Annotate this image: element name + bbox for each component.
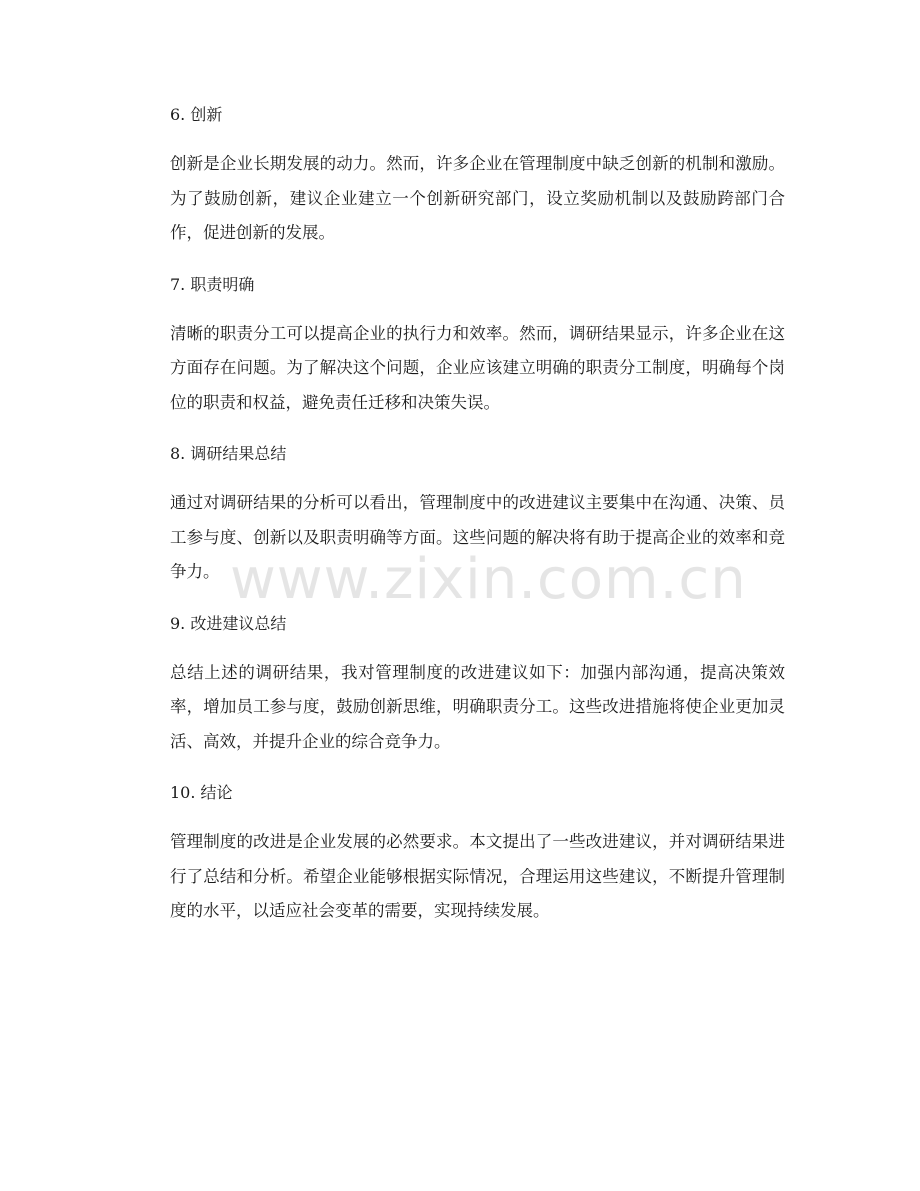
section-heading: 10. 结论 xyxy=(170,783,233,802)
section-heading: 7. 职责明确 xyxy=(170,274,255,294)
section-paragraph: 总结上述的调研结果，我对管理制度的改进建议如下：加强内部沟通，提高决策效率，增加员工参与度，鼓励创新思维，明确职责分工。这些改进措施将使企业更加灵活、高效，并提升企业的综合竞争力。 xyxy=(170,662,785,751)
section-paragraph: 清晰的职责分工可以提高企业的执行力和效率。然而，调研结果显示，许多企业在这方面存在问题。为了解决这个问题，企业应该建立明确的职责分工制度，明确每个岗位的职责和权益，避免责任迁移和决策失误。 xyxy=(170,323,785,412)
section-improvement-summary xyxy=(170,614,785,760)
section-conclusion xyxy=(170,783,785,929)
document-content xyxy=(170,105,785,953)
section-research-summary xyxy=(170,444,785,590)
watermark: www.zixin.com.cn xyxy=(230,547,747,612)
section-heading: 8. 调研结果总结 xyxy=(170,444,287,463)
section-paragraph: 通过对调研结果的分析可以看出，管理制度中的改进建议主要集中在沟通、决策、员工参与度、创新以及职责明确等方面。这些问题的解决将有助于提高企业的效率和竞争力。 xyxy=(170,493,785,581)
section-heading: 9. 改进建议总结 xyxy=(170,613,287,633)
section-heading: 6. 创新 xyxy=(170,105,223,124)
section-paragraph: 管理制度的改进是企业发展的必然要求。本文提出了一些改进建议，并对调研结果进行了总结和分析。希望企业能够根据实际情况，合理运用这些建议，不断提升管理制度的水平，以适应社会变革的需要，实现持续发展。 xyxy=(170,832,785,920)
section-innovation xyxy=(170,105,785,251)
section-responsibilities xyxy=(170,275,785,421)
section-paragraph: 创新是企业长期发展的动力。然而，许多企业在管理制度中缺乏创新的机制和激励。为了鼓励创新，建议企业建立一个创新研究部门，设立奖励机制以及鼓励跨部门合作，促进创新的发展。 xyxy=(170,154,785,242)
